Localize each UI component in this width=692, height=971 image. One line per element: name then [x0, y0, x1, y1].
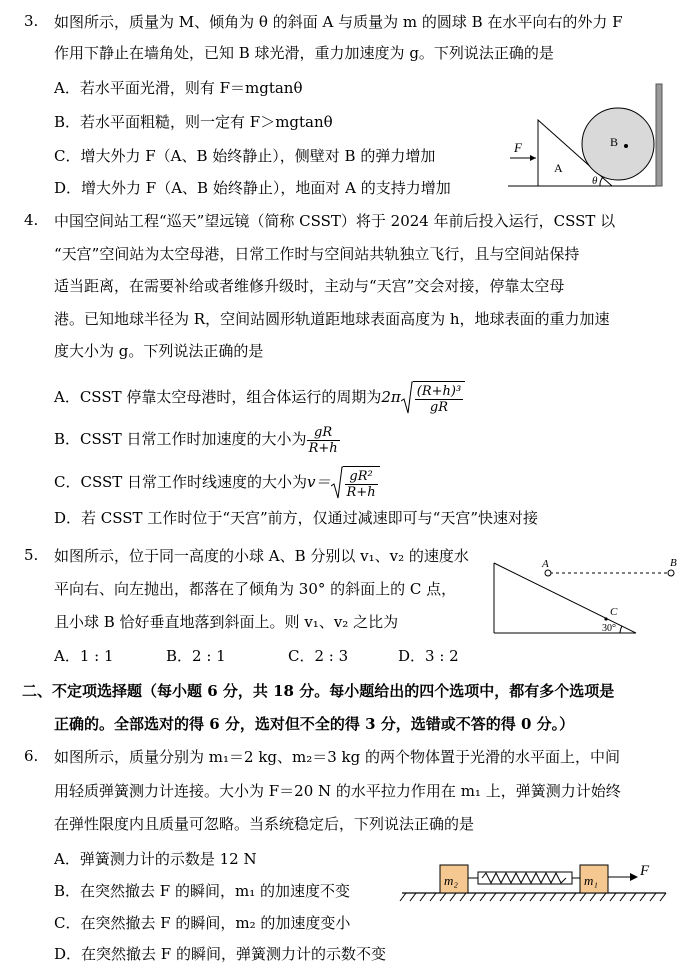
option-c: C．CSST 日常工作时线速度的大小为v＝ $\frac{\text{gR²}}{R+h}$ — [54, 465, 380, 501]
force-label: F — [640, 863, 650, 879]
label-a: A — [554, 161, 563, 175]
question-stem-line: 如图所示，质量为 M、倾角为 θ 的斜面 A 与质量为 m 的圆球 B 在水平向右的外力 F — [54, 13, 623, 31]
option-a: A．1 : 1 — [54, 647, 114, 665]
ball-b — [668, 570, 674, 576]
question-stem-line: “天宫”空间站为太空母港，日常工作时与空间站共轨独立飞行，且与空间站保持 — [54, 245, 580, 263]
spring-balance — [478, 872, 572, 884]
option-c: C．增大外力 F（A、B 始终静止），侧壁对 B 的弹力增加 — [54, 147, 436, 165]
label-a: A — [542, 558, 549, 570]
label-b: B — [610, 135, 619, 149]
option-b: B．CSST 日常工作时加速度的大小为 $\frac{gR}{R+h}$ — [54, 424, 338, 456]
question-stem-line: 平向右、向左抛出，都落在了倾角为 30° 的斜面上的 C 点， — [54, 580, 457, 598]
section-heading-line: 二、不定项选择题（每小题 6 分，共 18 分。每小题给出的四个选项中，都有多个选项是 — [22, 682, 615, 700]
question-stem-line: 如图所示，质量分别为 m₁＝2 kg、m₂＝3 kg 的两个物体置于光滑的水平面上，中间 — [54, 748, 621, 766]
question-number: 4. — [24, 211, 39, 229]
question-number: 3. — [24, 12, 39, 30]
option-d: D．在突然撤去 F 的瞬间，弹簧测力计的示数不变 — [54, 945, 386, 963]
fraction: $\frac{gR}{R+h}$ — [308, 424, 338, 456]
option-d: D．增大外力 F（A、B 始终静止），地面对 A 的支持力增加 — [54, 179, 451, 197]
angle-label: 30° — [602, 623, 616, 634]
force-label: F — [514, 140, 522, 155]
label-c: C — [610, 606, 618, 618]
question-stem-line: 度大小为 g。下列说法正确的是 — [54, 342, 264, 360]
ball-a — [545, 570, 551, 576]
spring-balance-diagram — [398, 855, 674, 905]
option-c: C．在突然撤去 F 的瞬间，m₂ 的加速度变小 — [54, 914, 351, 932]
option-d: D．若 CSST 工作时位于“天宫”前方，仅通过减速即可与“天宫”快速对接 — [54, 509, 539, 527]
wall — [656, 84, 662, 186]
option-a: A．弹簧测力计的示数是 12 N — [54, 850, 257, 868]
option-a: A．CSST 停靠太空母港时，组合体运行的周期为2π $\frac{\text{(R+h)³}}{gR}$ — [54, 380, 465, 416]
question-stem-line: 用轻质弹簧测力计连接。大小为 F＝20 N 的水平拉力作用在 m₁ 上，弹簧测力计始终 — [54, 782, 621, 800]
option-a: A．若水平面光滑，则有 F＝mgtanθ — [54, 79, 303, 97]
option-c: C．2 : 3 — [288, 647, 349, 665]
label-m1: m₁ — [584, 873, 598, 888]
projectile-incline-diagram — [488, 555, 684, 639]
option-d: D．3 : 2 — [398, 647, 459, 665]
question-stem-line: 如图所示，位于同一高度的小球 A、B 分别以 v₁、v₂ 的速度水 — [54, 547, 469, 565]
question-stem-line: 适当距离，在需要补给或者维修升级时，主动与“天宫”交会对接，停靠太空母 — [54, 277, 565, 295]
question-stem-line: 且小球 B 恰好垂直地落到斜面上。则 v₁、v₂ 之比为 — [54, 613, 399, 631]
option-b: B．在突然撤去 F 的瞬间，m₁ 的加速度不变 — [54, 882, 350, 900]
question-number: 5. — [24, 546, 39, 564]
question-stem-line: 中国空间站工程“巡天”望远镜（简称 CSST）将于 2024 年前后投入运行，CSST 以 — [54, 212, 616, 230]
incline-ball-diagram — [500, 80, 670, 195]
question-stem-line: 在弹性限度内且质量可忽略。当系统稳定后，下列说法正确的是 — [54, 815, 475, 833]
option-b: B．若水平面粗糙，则一定有 F＞mgtanθ — [54, 113, 333, 131]
angle-theta: θ — [592, 175, 598, 187]
question-number: 6. — [24, 747, 39, 765]
sqrt-expression: $\frac{\text{(R+h)³}}{gR}$ — [401, 381, 465, 416]
question-stem-line: 港。已知地球半径为 R，空间站圆形轨道距地球表面高度为 h，地球表面的重力加速 — [54, 310, 610, 328]
option-b: B．2 : 1 — [166, 647, 226, 665]
sqrt-expression: $\frac{\text{gR²}}{R+h}$ — [331, 466, 380, 501]
question-stem-line: 作用下静止在墙角处，已知 B 球光滑，重力加速度为 g。下列说法正确的是 — [54, 44, 554, 62]
section-heading-line: 正确的。全部选对的得 6 分，选对但不全的得 3 分，选错或不答的得 0 分。） — [54, 715, 575, 733]
label-b: B — [670, 557, 677, 569]
label-m2: m₂ — [444, 873, 458, 888]
